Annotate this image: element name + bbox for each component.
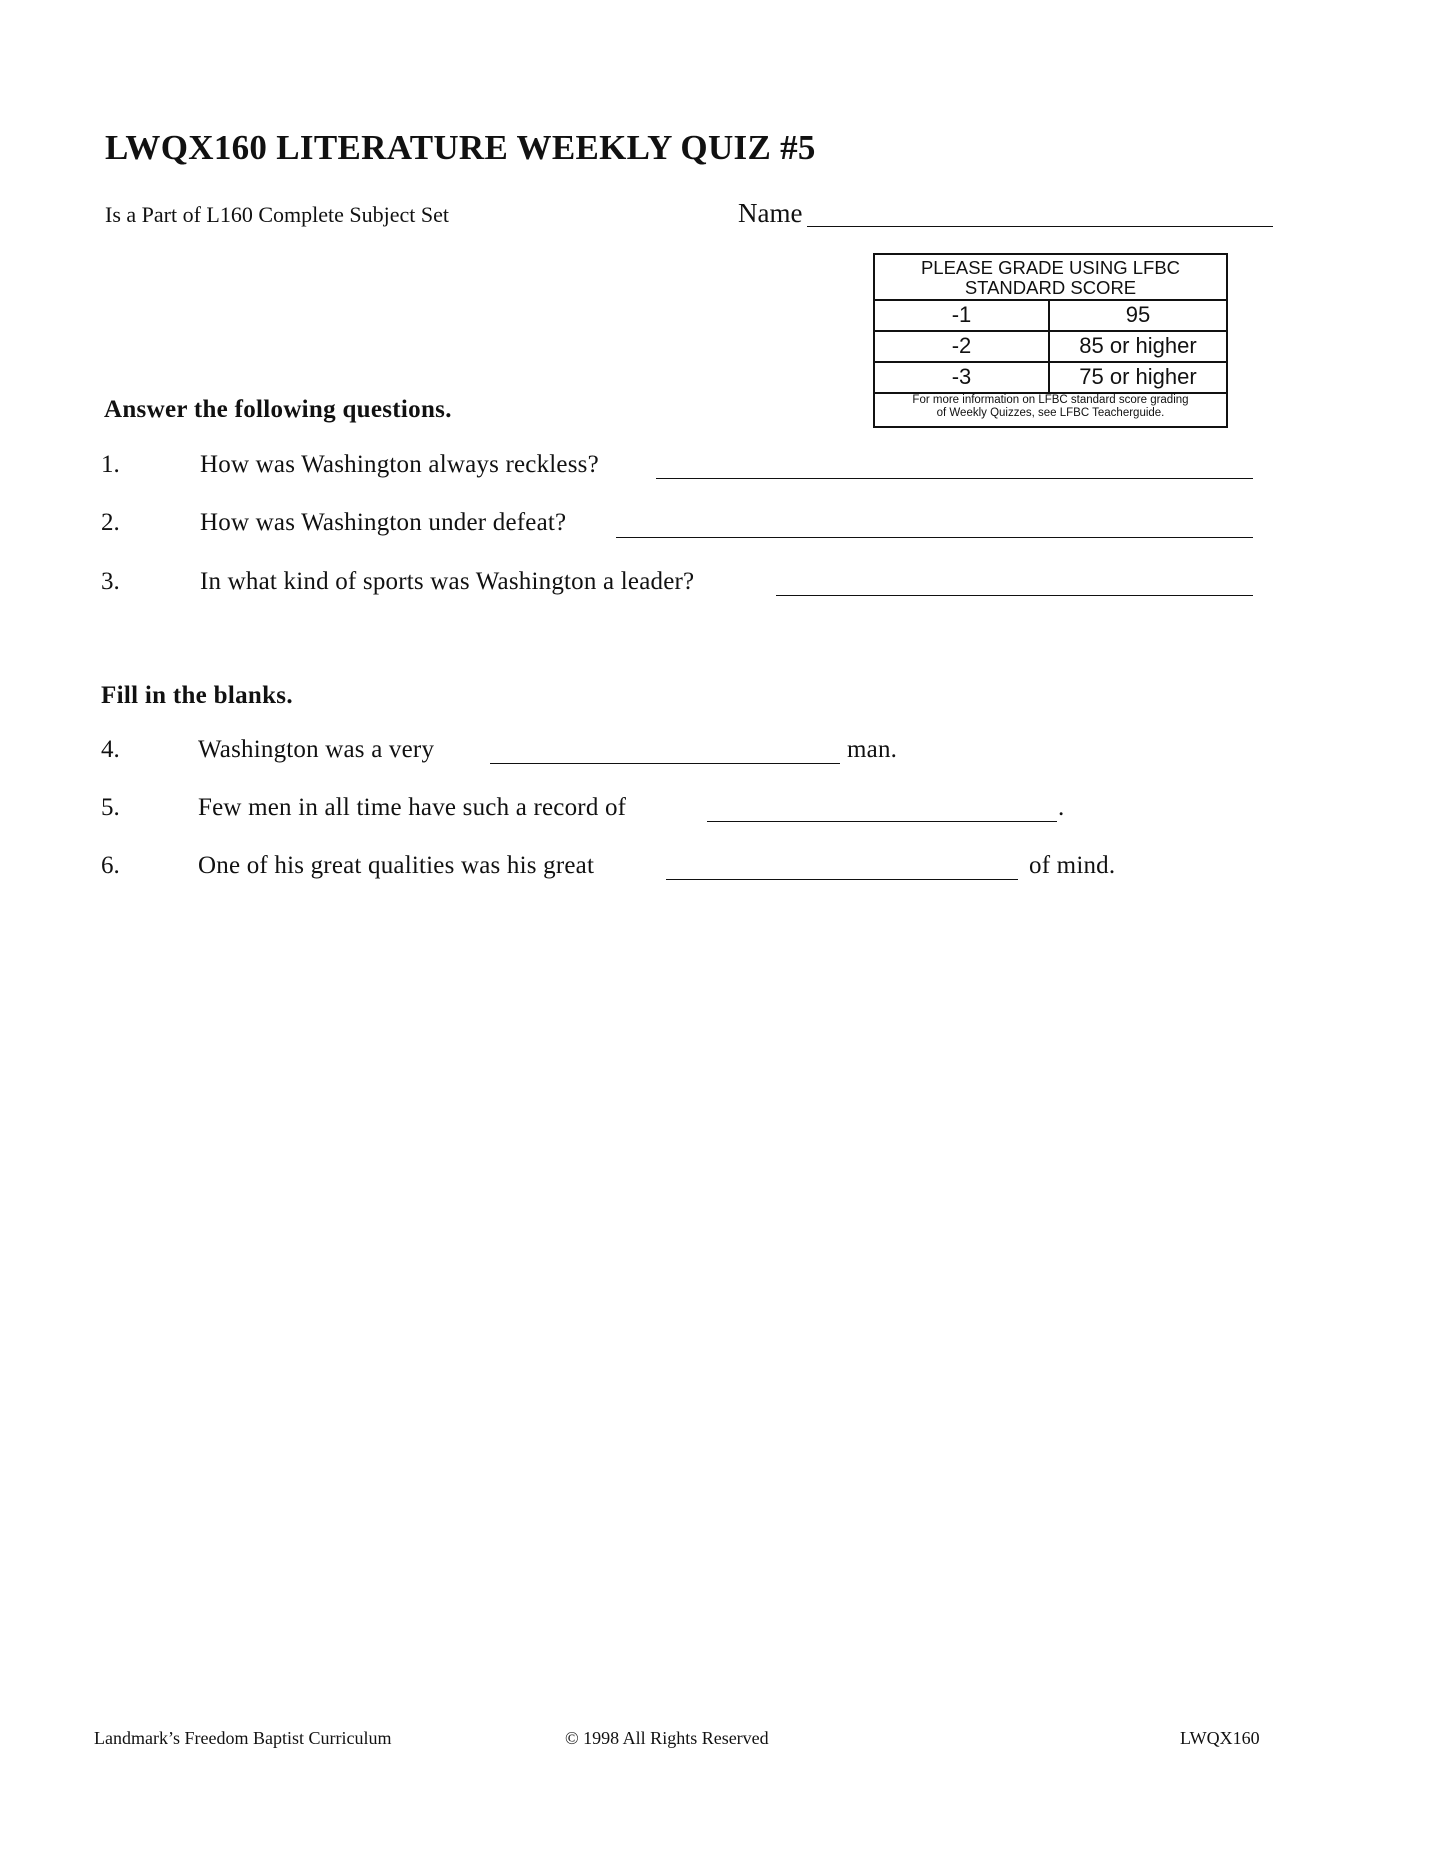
fill-text-after: of mind. [1029,852,1116,879]
section-heading-answer: Answer the following questions. [104,396,452,423]
grading-missed: -3 [875,363,1050,392]
grading-score: 75 or higher [1079,364,1197,389]
fill-blank[interactable] [707,821,1057,822]
footer-code: LWQX160 [1180,1728,1260,1748]
question-text: In what kind of sports was Washington a leader? [200,568,695,595]
fill-text-before: One of his great qualities was his great [198,852,595,879]
question-number: 1. [101,451,120,478]
grading-note-line2: of Weekly Quizzes, see LFBC Teacherguide. [936,407,1165,419]
fill-text-before: Few men in all time have such a record of [198,794,627,821]
grading-row [875,301,1226,332]
grading-box-heading [875,255,1226,301]
name-field[interactable] [807,226,1273,227]
grading-missed: -2 [875,332,1050,361]
fill-blank[interactable] [666,879,1018,880]
question-number: 5. [101,794,120,821]
name-label: Name [738,198,803,228]
footer-copyright: © 1998 All Rights Reserved [565,1728,769,1748]
question-text: How was Washington always reckless? [200,451,599,478]
question-number: 3. [101,568,120,595]
footer-publisher: Landmark’s Freedom Baptist Curriculum [94,1728,392,1748]
grading-missed: -1 [875,301,1050,330]
grading-box [873,253,1228,428]
grading-heading-line1: PLEASE GRADE USING LFBC [920,257,1181,278]
grading-row [875,332,1226,363]
section-heading-fill: Fill in the blanks. [101,682,293,709]
answer-blank[interactable] [616,537,1253,538]
grading-note-line1: For more information on LFBC standard score grading [912,394,1189,406]
answer-blank[interactable] [776,595,1253,596]
page-title: LWQX160 LITERATURE WEEKLY QUIZ #5 [105,128,816,167]
grading-heading-line2: STANDARD SCORE [964,277,1137,298]
subject-set-note: Is a Part of L160 Complete Subject Set [105,202,449,227]
grading-row [875,363,1226,394]
grading-score: 95 [1125,302,1151,327]
question-number: 2. [101,509,120,536]
fill-text-before: Washington was a very [198,736,435,763]
question-text: How was Washington under defeat? [200,509,567,536]
answer-blank[interactable] [656,478,1253,479]
grading-score: 85 or higher [1079,333,1197,358]
question-number: 6. [101,852,120,879]
question-number: 4. [101,736,120,763]
fill-text-after: man. [847,736,898,763]
grading-note [875,394,1226,420]
fill-blank[interactable] [490,763,840,764]
fill-text-after: . [1058,794,1065,821]
